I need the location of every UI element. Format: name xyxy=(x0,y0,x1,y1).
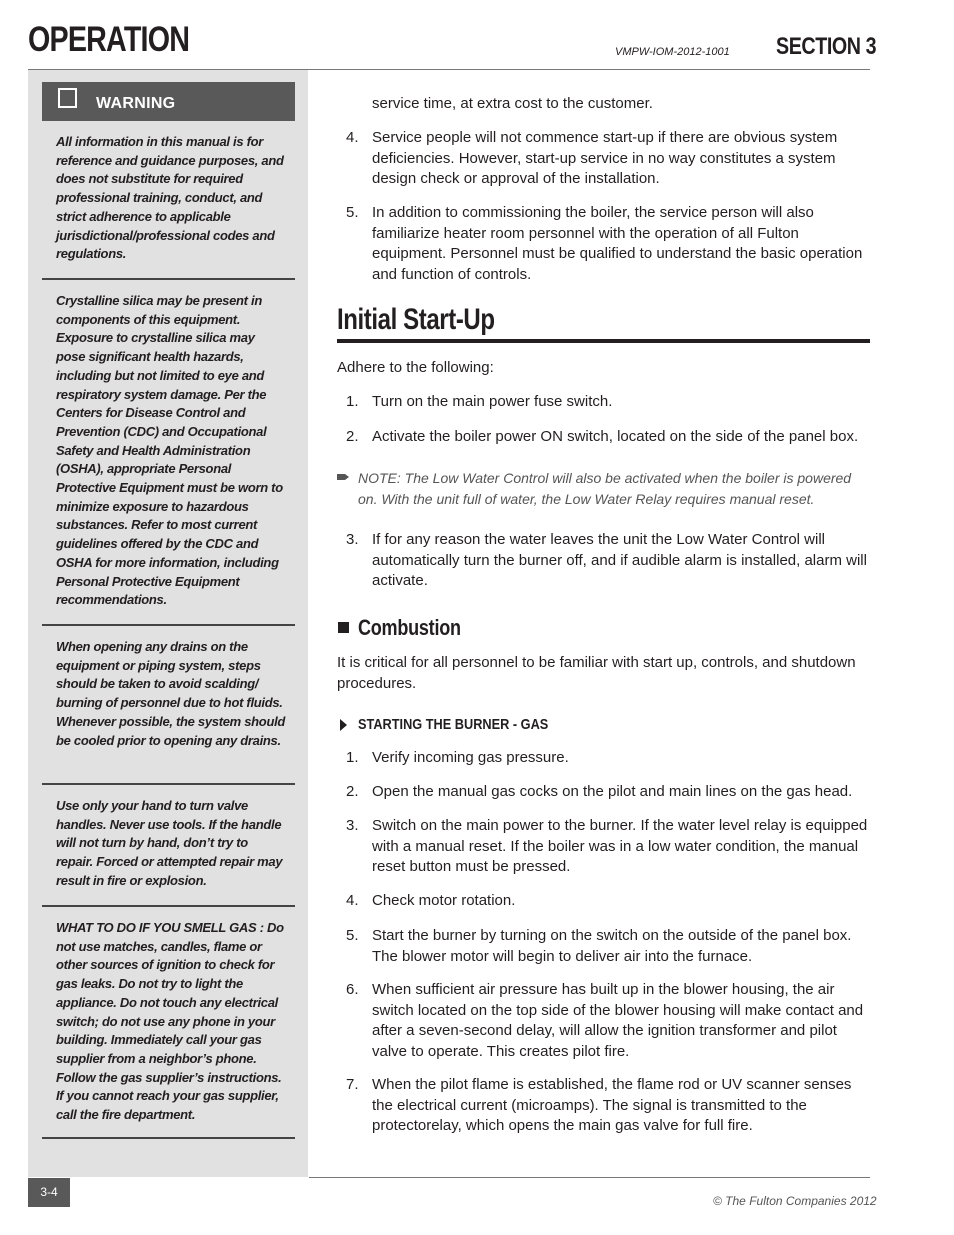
copyright: © The Fulton Companies 2012 xyxy=(713,1194,877,1208)
list-number: 4. xyxy=(346,129,359,146)
list-item: Turn on the main power fuse switch. xyxy=(372,393,613,410)
combustion-text: It is critical for all personnel to be familiar with start up, controls, and shutdown procedures. xyxy=(337,654,856,692)
document-code: VMPW-IOM-2012-1001 xyxy=(615,46,730,58)
list-item: When sufficient air pressure has built up in the blower housing, the air switch located on the top side of the blower housing will make contact and after a seven-second delay, will allow the ignition transformer and pilot valve to operate. This creates pilot fire. xyxy=(372,981,864,1060)
pencil-icon xyxy=(337,472,349,482)
list-number: 5. xyxy=(346,204,359,221)
footer-divider xyxy=(309,1177,870,1178)
list-number: 6. xyxy=(346,981,359,998)
warning-text-silica: Crystalline silica may be present in components of this equipment. Exposure to crystalline silica may pose significant health hazards, including but not limited to eye and respiratory system damage. Per the Centers for Disease Control and Prevention (CDC) and Occupational Safety and Health Administration (OSHA), appropriate Personal Protective Equipment must be worn to minimize exposure to hazardous substances. Refer to most current guidelines offered by the CDC and OSHA for more information, including Personal Protective Equipment recommendations. xyxy=(56,293,283,608)
list-item: Verify incoming gas pressure. xyxy=(372,749,569,766)
warning-divider xyxy=(42,905,295,907)
warning-text-general: All information in this manual is for reference and guidance purposes, and does not substitute for required professional training, conduct, and strict adherence to applicable jurisdictional/professional codes and regulations. xyxy=(56,134,284,262)
list-item: When the pilot flame is established, the flame rod or UV scanner senses the electrical current (microamps). The signal is transmitted to the protectorelay, which opens the main gas valve for full fire. xyxy=(372,1076,852,1134)
list-number: 1. xyxy=(346,393,359,410)
list-item: Check motor rotation. xyxy=(372,892,516,909)
square-bullet-icon xyxy=(338,622,349,633)
warning-header xyxy=(42,82,295,121)
list-number: 4. xyxy=(346,892,359,909)
list-item: Service people will not commence start-up if there are obvious system deficiencies. However, start-up service in no way constitutes a system design check or approval of the installation. xyxy=(372,129,838,187)
warning-label: WARNING xyxy=(96,95,176,112)
section-heading: Initial Start-Up xyxy=(337,303,495,336)
warning-text-drains: When opening any drains on the equipment or piping system, steps should be taken to avoid scalding/ burning of personnel due to hot fluids. Whenever possible, the system should be cooled prior to opening any drains. xyxy=(56,639,286,748)
warning-divider xyxy=(42,624,295,626)
page-number: 3-4 xyxy=(28,1178,70,1207)
list-number: 7. xyxy=(346,1076,359,1093)
list-item: In addition to commissioning the boiler, the service person will also familiarize heater room personnel with the operation of all Fulton equipment. Personnel must be qualified to understand the basic operation and function of controls. xyxy=(372,204,863,283)
warning-text-valves: Use only your hand to turn valve handles. Never use tools. If the handle will not turn by hand, don’t try to repair. Forced or attempted repair may result in fire or explosion. xyxy=(56,798,283,888)
checkbox-icon xyxy=(58,88,77,108)
triangle-bullet-icon xyxy=(340,719,347,731)
list-number: 5. xyxy=(346,927,359,944)
section-label: SECTION 3 xyxy=(776,33,877,60)
warning-divider xyxy=(42,783,295,785)
subheading: Combustion xyxy=(358,615,461,640)
note-text: NOTE: The Low Water Control will also be activated when the boiler is powered on. With the unit full of water, the Low Water Relay requires manual reset. xyxy=(358,470,852,507)
list-item: Switch on the main power to the burner. If the water level relay is equipped with a manual reset. If the boiler was in a low water condition, the manual reset button must be pressed. xyxy=(372,817,868,875)
list-item: Open the manual gas cocks on the pilot and main lines on the gas head. xyxy=(372,783,853,800)
list-number: 3. xyxy=(346,531,359,548)
list-item: Activate the boiler power ON switch, located on the side of the panel box. xyxy=(372,428,859,445)
heading-rule xyxy=(337,339,870,343)
page-title: OPERATION xyxy=(28,20,190,59)
burner-heading: STARTING THE BURNER - GAS xyxy=(358,716,549,733)
intro-text: Adhere to the following: xyxy=(337,359,494,376)
list-item: If for any reason the water leaves the unit the Low Water Control will automatically turn the burner off, and if audible alarm is installed, alarm will activate. xyxy=(372,531,867,589)
list-number: 3. xyxy=(346,817,359,834)
warning-divider xyxy=(42,278,295,280)
list-number: 1. xyxy=(346,749,359,766)
list-number: 2. xyxy=(346,783,359,800)
warning-divider xyxy=(42,1137,295,1139)
list-number: 2. xyxy=(346,428,359,445)
warning-text-gas-smell: WHAT TO DO IF YOU SMELL GAS : Do not use matches, candles, flame or other sources of ignition to check for gas leaks. Do not try to light the appliance. Do not touch any electrical switch; do not use any phone in your building. Immediately call your gas supplier from a neighbor’s phone. Follow the gas supplier’s instructions. If you cannot reach your gas supplier, call the fire department. xyxy=(56,920,284,1123)
list-item: Start the burner by turning on the switch on the outside of the panel box. The blower motor will begin to deliver air into the furnace. xyxy=(372,927,852,965)
continued-text: service time, at extra cost to the customer. xyxy=(372,95,653,112)
